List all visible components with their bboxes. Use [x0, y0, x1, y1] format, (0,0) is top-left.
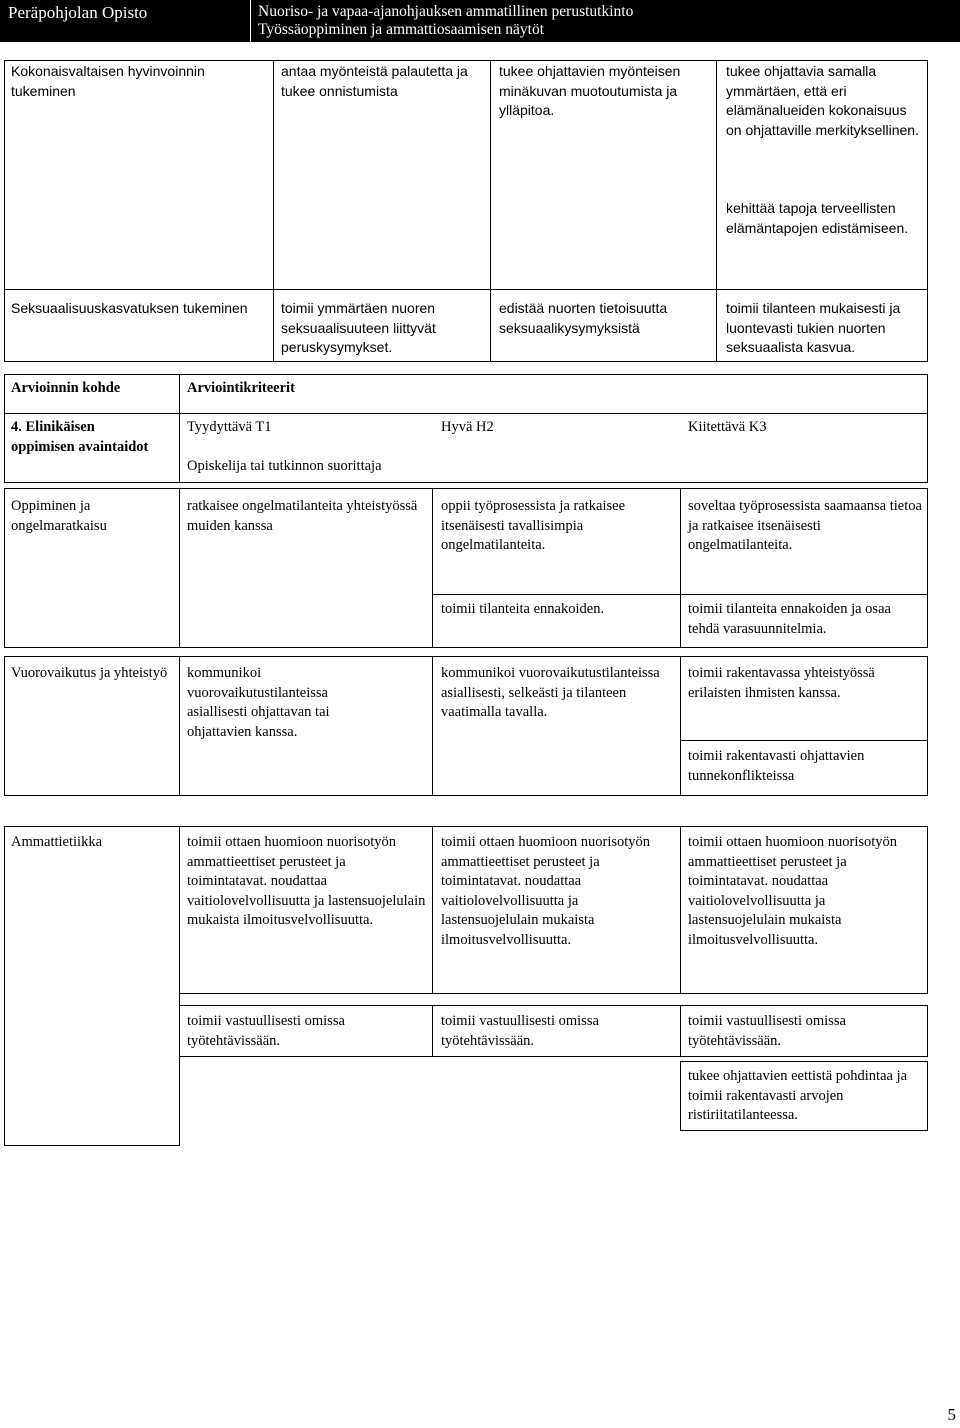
row-label-wellbeing: Kokonaisvaltaisen hyvinvoinnin tukeminen [11, 63, 205, 99]
row2-k3: toimii rakentavassa yhteistyössä erilaisten ihmisten kanssa. [688, 665, 875, 701]
header-title-line1: Nuoriso- ja vapaa-ajanohjauksen ammatillinen perustutkinto [258, 3, 634, 20]
row3-h2: toimii ottaen huomioon nuorisotyön ammattieettiset perusteet ja toimintatavat. noudattaa vaitiolovelvollisuutta ja lastensuojelulain mukaista ilmoitusvelvollisuutta. [441, 834, 651, 948]
row-label-sexuality: Seksuaalisuuskasvatuksen tukeminen [11, 300, 248, 316]
section-title: 4. Elinikäisen oppimisen avaintaidot [11, 419, 149, 455]
top-row-line [4, 289, 928, 290]
row1-h2: oppii työprosessista ja ratkaisee itsenäisesti tavallisimpia ongelmatilanteita. [441, 498, 626, 553]
row2-k3b: toimii rakentavasti ohjattavien tunnekonflikteissa [688, 748, 865, 784]
row1-t1: ratkaisee ongelmatilanteita yhteistyössä muiden kanssa [187, 498, 418, 534]
row3-t1b: toimii vastuullisesti omissa työtehtävissään. [187, 1013, 345, 1049]
row3-label-cell [4, 826, 180, 1146]
level-t1: Tyydyttävä T1 [187, 419, 272, 435]
page-header [0, 0, 960, 42]
row2-t1: kommunikoi vuorovaikutustilanteissa asiallisesti ohjattavan tai ohjattavien kanssa. [187, 665, 330, 740]
row3-t1: toimii ottaen huomioon nuorisotyön ammattieettiset perusteet ja toimintatavat. noudattaa vaitiolovelvollisuutta ja lastensuojelulain mukaista ilmoitusvelvollisuutta. [187, 834, 426, 928]
row2-h2: kommunikoi vuorovaikutustilanteissa asiallisesti, selkeästi ja tilanteen vaatimalla tavalla. [441, 665, 660, 720]
top-col-line-1 [273, 60, 274, 362]
row1-label: Oppiminen ja ongelmaratkaisu [11, 498, 107, 534]
row1-k3b: toimii tilanteita ennakoiden ja osaa tehdä varasuunnitelmia. [688, 601, 891, 637]
top-col-line-2 [490, 60, 491, 362]
cell-wellbeing-k3: tukee ohjattavia samalla ymmärtäen, että eri elämänalueiden kokonaisuus on ohjattaville merkityksellinen. [726, 63, 919, 138]
cell-sexuality-h2: edistää nuorten tietoisuutta seksuaalikysymyksistä [499, 300, 668, 336]
header-divider [250, 0, 251, 42]
level-k3: Kiitettävä K3 [688, 419, 767, 435]
subject-label: Opiskelija tai tutkinnon suorittaja [187, 458, 382, 474]
row3-h2b: toimii vastuullisesti omissa työtehtävissään. [441, 1013, 599, 1049]
header-title-line2: Työssäoppiminen ja ammattiosaamisen näytöt [258, 21, 545, 38]
top-col-line-3 [716, 60, 717, 362]
row3-k3b: toimii vastuullisesti omissa työtehtävissään. [688, 1013, 846, 1049]
level-h2: Hyvä H2 [441, 419, 494, 435]
row3-k3: toimii ottaen huomioon nuorisotyön ammattieettiset perusteet ja toimintatavat. noudattaa vaitiolovelvollisuutta ja lastensuojelulain mukaista ilmoitusvelvollisuutta. [688, 834, 898, 948]
cell-wellbeing-h2: tukee ohjattavien myönteisen minäkuvan muotoutumista ja ylläpitoa. [499, 63, 681, 118]
cell-wellbeing-k3b: kehittää tapoja terveellisten elämäntapojen edistämiseen. [726, 200, 909, 236]
head-arvioinnin-kohde: Arvioinnin kohde [11, 380, 121, 396]
page-number: 5 [947, 1404, 956, 1424]
cell-wellbeing-t1: antaa myönteistä palautetta ja tukee onnistumista [281, 63, 468, 99]
head-arviointikriteerit: Arviointikriteerit [187, 380, 295, 396]
row3-label: Ammattietiikka [11, 834, 103, 850]
row1-h2b: toimii tilanteita ennakoiden. [441, 601, 605, 617]
row2-label: Vuorovaikutus ja yhteistyö [11, 665, 168, 681]
row3-k3c: tukee ohjattavien eettistä pohdintaa ja toimii rakentavasti arvojen ristiriitatilanteessa. [688, 1068, 908, 1123]
cell-sexuality-t1: toimii ymmärtäen nuoren seksuaalisuuteen liittyvät peruskysymykset. [281, 300, 436, 355]
row1-k3: soveltaa työprosessista saamaansa tietoa ja ratkaisee itsenäisesti ongelmatilanteita. [688, 498, 922, 553]
cell-sexuality-k3: toimii tilanteen mukaisesti ja luontevasti tukien nuorten seksuaalista kasvua. [726, 300, 901, 355]
organization-name: Peräpohjolan Opisto [8, 3, 148, 22]
